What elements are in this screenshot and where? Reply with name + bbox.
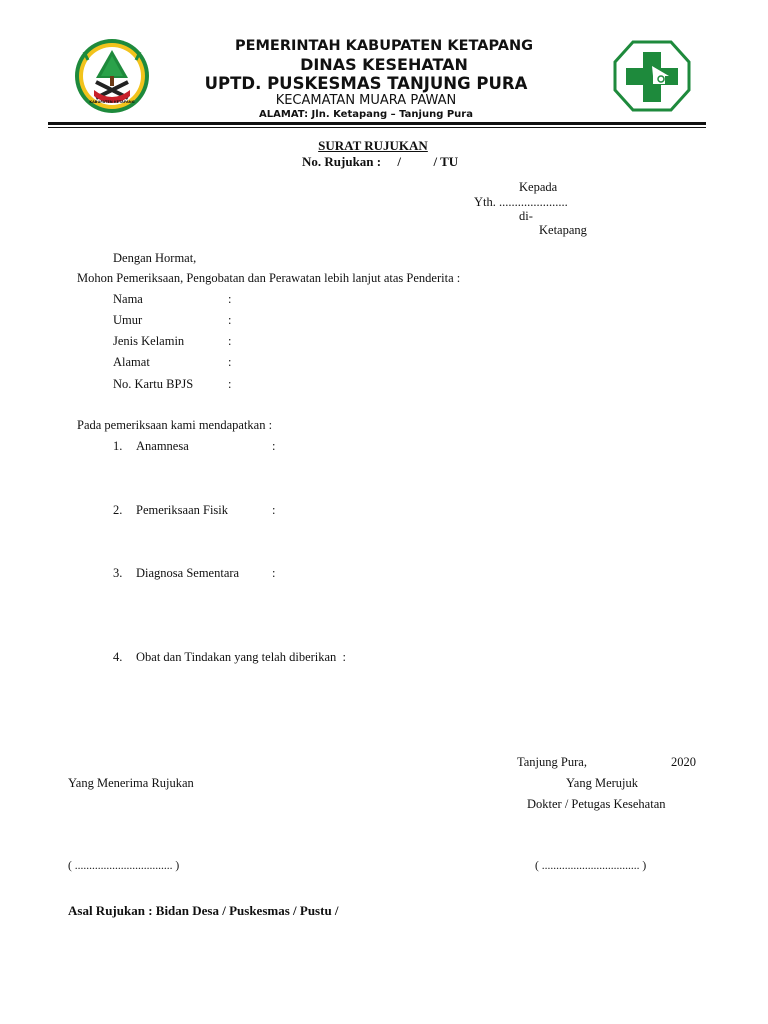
header-department: DINAS KESEHATAN xyxy=(300,55,468,74)
referral-number: No. Rujukan : / / TU xyxy=(302,154,459,169)
header-address: ALAMAT: Jln. Ketapang – Tanjung Pura xyxy=(259,109,473,120)
recipient-kepada: Kepada xyxy=(519,180,558,194)
finding-diagnosis: Diagnosa Sementara xyxy=(136,566,240,580)
header-rule-thin xyxy=(48,127,706,128)
findings-intro: Pada pemeriksaan kami mendapatkan : xyxy=(77,418,273,432)
finding-colon: : xyxy=(272,439,276,453)
patient-field-address: Alamat xyxy=(113,355,150,369)
patient-field-gender: Jenis Kelamin xyxy=(113,334,185,348)
request-text: Mohon Pemeriksaan, Pengobatan dan Perawatan lebih lanjut atas Penderita : xyxy=(77,271,461,285)
patient-field-name: Nama xyxy=(113,292,143,306)
signature-year: 2020 xyxy=(671,755,696,769)
recipient-yth: Yth. ...................... xyxy=(474,195,568,209)
receiver-label: Yang Menerima Rujukan xyxy=(68,776,194,790)
header-puskesmas: UPTD. PUSKESMAS TANJUNG PURA xyxy=(204,74,528,93)
referrer-role: Dokter / Petugas Kesehatan xyxy=(527,797,666,811)
finding-colon: : xyxy=(272,566,276,580)
finding-medication: Obat dan Tindakan yang telah diberikan : xyxy=(136,650,347,664)
greeting: Dengan Hormat, xyxy=(113,251,197,265)
header-government: PEMERINTAH KABUPATEN KETAPANG xyxy=(234,38,534,54)
finding-number: 1. xyxy=(113,439,123,453)
patient-field-colon: : xyxy=(228,355,232,369)
signature-place: Tanjung Pura, xyxy=(517,755,587,769)
finding-physical-exam: Pemeriksaan Fisik xyxy=(136,503,229,517)
finding-anamnesa: Anamnesa xyxy=(136,439,189,453)
finding-number: 3. xyxy=(113,566,123,580)
receiver-signature-blank: ( .................................. ) xyxy=(68,860,180,872)
finding-colon: : xyxy=(272,503,276,517)
recipient-di: di- xyxy=(519,209,533,223)
patient-field-age: Umur xyxy=(113,313,143,327)
logo-left-caption: KABUPATEN KETAPANG xyxy=(89,100,135,104)
header-rule-thick xyxy=(48,122,706,125)
patient-field-colon: : xyxy=(228,292,232,306)
header-district: KECAMATAN MUARA PAWAN xyxy=(275,93,457,108)
referrer-label: Yang Merujuk xyxy=(566,776,638,790)
finding-number: 4. xyxy=(113,650,123,664)
patient-field-colon: : xyxy=(228,313,232,327)
patient-field-bpjs: No. Kartu BPJS xyxy=(113,377,194,391)
patient-field-colon: : xyxy=(228,334,232,348)
recipient-city: Ketapang xyxy=(539,223,587,237)
referrer-signature-blank: ( .................................. ) xyxy=(535,860,647,872)
referral-origin: Asal Rujukan : Bidan Desa / Puskesmas / Pustu / xyxy=(68,903,339,918)
patient-field-colon: : xyxy=(228,377,232,391)
letter-title: SURAT RUJUKAN xyxy=(318,138,428,153)
finding-number: 2. xyxy=(113,503,123,517)
